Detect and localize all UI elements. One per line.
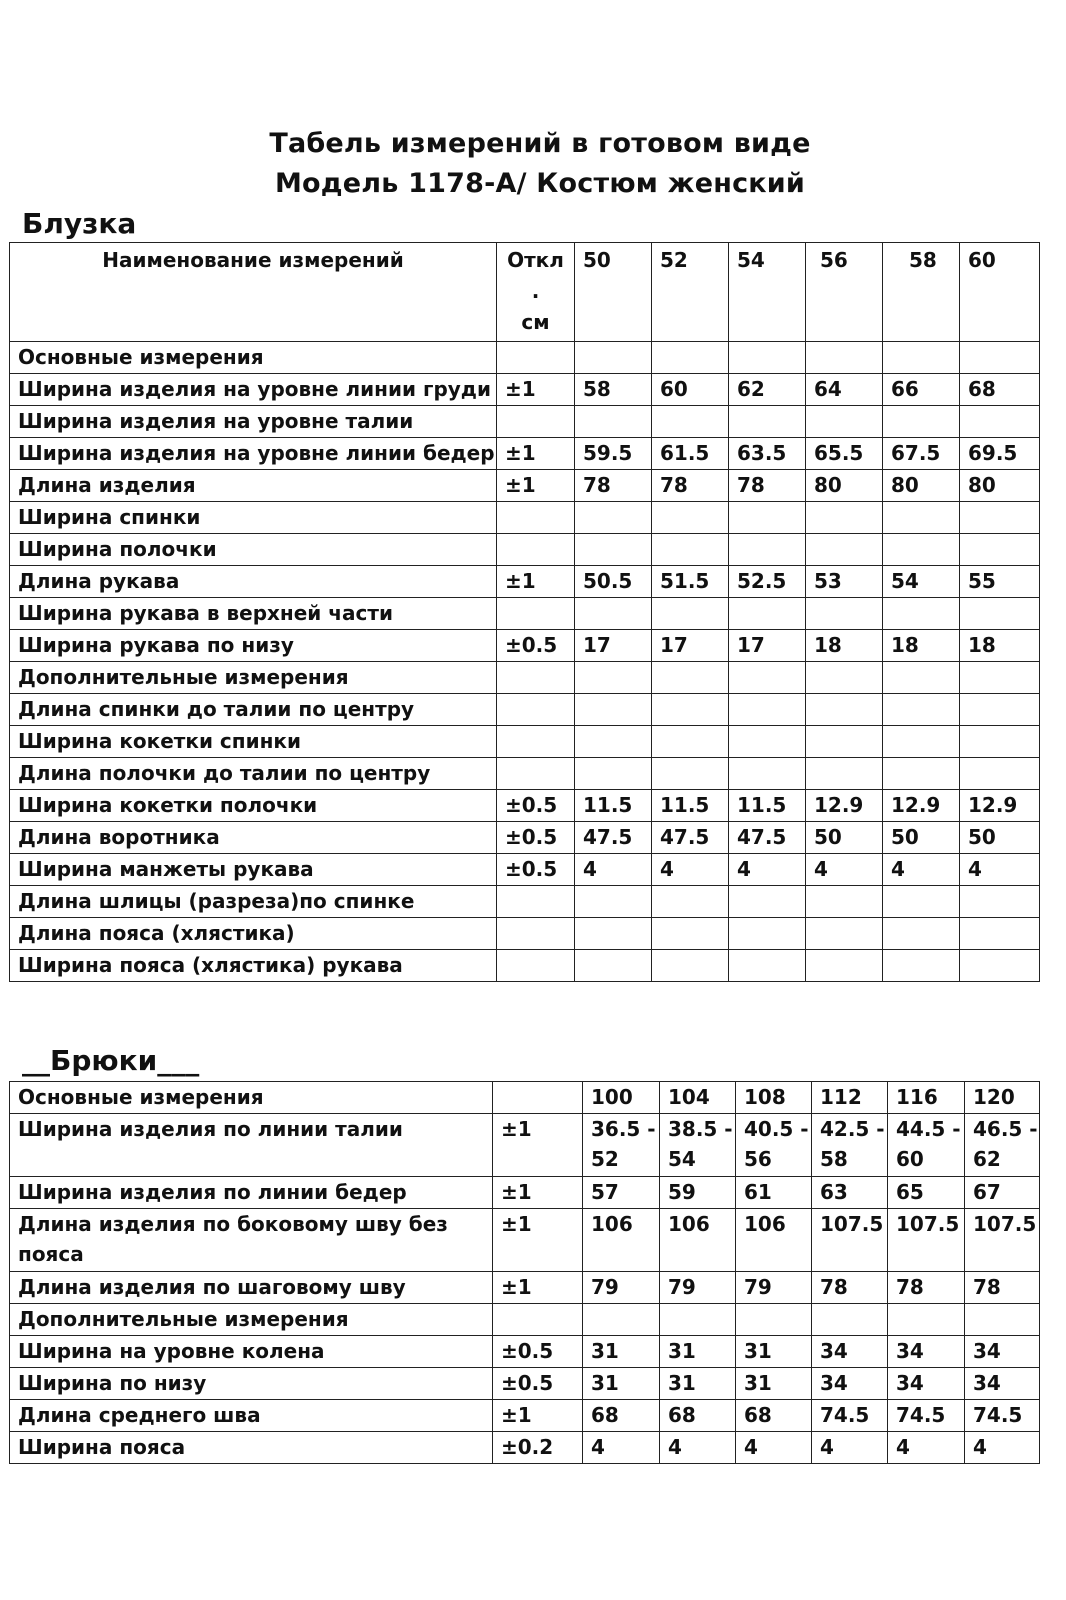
- value-cell: [883, 342, 960, 374]
- table-row: [10, 534, 1040, 566]
- value-cell: 38.5 -54: [660, 1114, 736, 1177]
- table-row: [10, 1177, 1040, 1209]
- tolerance-cell: ±1: [493, 1400, 583, 1432]
- value-cell: [652, 342, 729, 374]
- header-size: 54: [729, 243, 806, 342]
- value-cell: [960, 662, 1040, 694]
- value-cell: 52.5: [729, 566, 806, 598]
- value-cell: [729, 886, 806, 918]
- value-cell: [583, 1304, 660, 1336]
- table-row: [10, 1082, 1040, 1114]
- tolerance-cell: [497, 758, 575, 790]
- tolerance-cell: [497, 342, 575, 374]
- measurement-name: Ширина кокетки полочки: [10, 790, 497, 822]
- value-cell: 18: [806, 630, 883, 662]
- value-cell: 34: [888, 1336, 965, 1368]
- value-cell: [736, 1304, 812, 1336]
- measurement-name: Ширина рукава по низу: [10, 630, 497, 662]
- value-cell: [960, 918, 1040, 950]
- tolerance-cell: [497, 950, 575, 982]
- value-cell: [652, 950, 729, 982]
- tolerance-cell: ±0.5: [497, 790, 575, 822]
- table-row: [10, 918, 1040, 950]
- value-cell: [575, 758, 652, 790]
- value-cell: 74.5: [888, 1400, 965, 1432]
- value-cell: 74.5: [965, 1400, 1040, 1432]
- value-cell: 4: [660, 1432, 736, 1464]
- value-cell: 4: [652, 854, 729, 886]
- value-cell: 69.5: [960, 438, 1040, 470]
- value-cell: 65.5: [806, 438, 883, 470]
- tolerance-cell: [497, 598, 575, 630]
- header-tolerance-line2: .: [531, 279, 540, 303]
- value-cell: 67: [965, 1177, 1040, 1209]
- value-cell: 11.5: [652, 790, 729, 822]
- value-cell: 4: [736, 1432, 812, 1464]
- value-cell: 50: [883, 822, 960, 854]
- value-cell: 54: [883, 566, 960, 598]
- header-size: 52: [652, 243, 729, 342]
- value-cell: 68: [660, 1400, 736, 1432]
- header-tolerance: [497, 243, 575, 342]
- value-cell: [729, 406, 806, 438]
- value-cell: 60: [652, 374, 729, 406]
- measurement-name: Ширина рукава в верхней части: [10, 598, 497, 630]
- measurement-name: Длина изделия по боковому шву без пояса: [10, 1209, 493, 1272]
- value-cell: 78: [888, 1272, 965, 1304]
- value-cell: [883, 598, 960, 630]
- table-row: [10, 1336, 1040, 1368]
- measurement-name: Длина пояса (хлястика): [10, 918, 497, 950]
- table-row: [10, 822, 1040, 854]
- tolerance-cell: [497, 406, 575, 438]
- value-cell: [888, 1304, 965, 1336]
- value-cell: 31: [583, 1336, 660, 1368]
- value-cell: 116: [888, 1082, 965, 1114]
- value-cell: [960, 502, 1040, 534]
- value-cell: 79: [736, 1272, 812, 1304]
- value-cell: 107.5: [965, 1209, 1040, 1272]
- value-cell: [652, 918, 729, 950]
- value-cell: 18: [883, 630, 960, 662]
- value-cell: 34: [812, 1336, 888, 1368]
- document-title-line1: Табель измерений в готовом виде: [269, 128, 811, 159]
- value-cell: 65: [888, 1177, 965, 1209]
- table-row: [10, 1400, 1040, 1432]
- value-cell: 47.5: [575, 822, 652, 854]
- tolerance-cell: ±0.5: [493, 1368, 583, 1400]
- value-cell: 11.5: [575, 790, 652, 822]
- value-cell: [652, 406, 729, 438]
- table-row: [10, 950, 1040, 982]
- value-cell: [652, 758, 729, 790]
- value-cell: 18: [960, 630, 1040, 662]
- value-cell: [575, 406, 652, 438]
- value-cell: 50: [960, 822, 1040, 854]
- measurement-name: Ширина полочки: [10, 534, 497, 566]
- value-cell: 47.5: [652, 822, 729, 854]
- header-size: 56: [806, 243, 883, 342]
- table-row: [10, 886, 1040, 918]
- value-cell: [575, 694, 652, 726]
- value-cell: [883, 406, 960, 438]
- measurement-name: Ширина изделия по линии бедер: [10, 1177, 493, 1209]
- table-row: [10, 662, 1040, 694]
- measurement-name: Основные измерения: [10, 1082, 493, 1114]
- value-cell: 63: [812, 1177, 888, 1209]
- value-cell: [883, 662, 960, 694]
- value-cell: 17: [729, 630, 806, 662]
- blouse-header-row: [10, 243, 1040, 342]
- measurement-name: Длина рукава: [10, 566, 497, 598]
- value-cell: [729, 918, 806, 950]
- measurement-name: Длина изделия по шаговому шву: [10, 1272, 493, 1304]
- value-cell: 31: [660, 1368, 736, 1400]
- table-row: [10, 342, 1040, 374]
- value-cell: 120: [965, 1082, 1040, 1114]
- value-cell: [729, 502, 806, 534]
- value-cell: 46.5 -62: [965, 1114, 1040, 1177]
- tolerance-cell: ±0.2: [493, 1432, 583, 1464]
- value-cell: [806, 694, 883, 726]
- tolerance-cell: ±1: [493, 1114, 583, 1177]
- value-cell: 104: [660, 1082, 736, 1114]
- value-cell: 78: [729, 470, 806, 502]
- value-cell: 61.5: [652, 438, 729, 470]
- value-cell: [652, 598, 729, 630]
- value-cell: 80: [883, 470, 960, 502]
- value-cell: [652, 726, 729, 758]
- value-cell: 4: [583, 1432, 660, 1464]
- measurement-name: Ширина изделия на уровне талии: [10, 406, 497, 438]
- value-cell: [575, 950, 652, 982]
- value-cell: [960, 694, 1040, 726]
- value-cell: 67.5: [883, 438, 960, 470]
- value-cell: [660, 1304, 736, 1336]
- value-cell: 4: [575, 854, 652, 886]
- measurement-name: Ширина пояса (хлястика) рукава: [10, 950, 497, 982]
- tolerance-cell: [493, 1304, 583, 1336]
- value-cell: 31: [736, 1336, 812, 1368]
- measurement-name: Длина спинки до талии по центру: [10, 694, 497, 726]
- table-row: [10, 758, 1040, 790]
- value-cell: 34: [812, 1368, 888, 1400]
- value-cell: [729, 342, 806, 374]
- value-cell: [729, 534, 806, 566]
- value-cell: 17: [652, 630, 729, 662]
- value-cell: [883, 726, 960, 758]
- value-cell: [806, 342, 883, 374]
- value-cell: 36.5 -52: [583, 1114, 660, 1177]
- value-cell: [806, 758, 883, 790]
- tolerance-cell: ±1: [493, 1272, 583, 1304]
- tolerance-cell: ±1: [497, 374, 575, 406]
- table-row: [10, 726, 1040, 758]
- value-cell: [883, 918, 960, 950]
- value-cell: [806, 918, 883, 950]
- value-cell: 108: [736, 1082, 812, 1114]
- value-cell: 11.5: [729, 790, 806, 822]
- blouse-section-title: Блузка: [22, 207, 137, 240]
- tolerance-cell: ±0.5: [497, 822, 575, 854]
- value-cell: [960, 534, 1040, 566]
- value-cell: 31: [583, 1368, 660, 1400]
- value-cell: 17: [575, 630, 652, 662]
- value-cell: 79: [583, 1272, 660, 1304]
- tolerance-cell: ±1: [493, 1177, 583, 1209]
- tolerance-cell: [497, 726, 575, 758]
- value-cell: [883, 886, 960, 918]
- value-cell: [729, 598, 806, 630]
- value-cell: 78: [965, 1272, 1040, 1304]
- tolerance-cell: ±1: [497, 438, 575, 470]
- measurement-name: Ширина на уровне колена: [10, 1336, 493, 1368]
- value-cell: 4: [812, 1432, 888, 1464]
- value-cell: 12.9: [806, 790, 883, 822]
- measurement-name: Длина воротника: [10, 822, 497, 854]
- value-cell: [575, 534, 652, 566]
- value-cell: [812, 1304, 888, 1336]
- value-cell: [729, 758, 806, 790]
- tolerance-cell: ±1: [493, 1209, 583, 1272]
- value-cell: [652, 662, 729, 694]
- table-row: [10, 694, 1040, 726]
- pants-measurements-table: [9, 1081, 1040, 1464]
- document-title-line2: Модель 1178-А/ Костюм женский: [274, 168, 806, 199]
- value-cell: [575, 598, 652, 630]
- measurement-name: Ширина манжеты рукава: [10, 854, 497, 886]
- table-row: [10, 1432, 1040, 1464]
- value-cell: 47.5: [729, 822, 806, 854]
- value-cell: 79: [660, 1272, 736, 1304]
- tolerance-cell: ±0.5: [497, 630, 575, 662]
- value-cell: 51.5: [652, 566, 729, 598]
- value-cell: [729, 950, 806, 982]
- value-cell: 107.5: [888, 1209, 965, 1272]
- value-cell: 57: [583, 1177, 660, 1209]
- measurement-name: Ширина изделия на уровне линии груди: [10, 374, 497, 406]
- value-cell: [806, 950, 883, 982]
- table-row: [10, 854, 1040, 886]
- value-cell: 59: [660, 1177, 736, 1209]
- value-cell: 4: [960, 854, 1040, 886]
- value-cell: 4: [883, 854, 960, 886]
- value-cell: 50: [806, 822, 883, 854]
- value-cell: [883, 534, 960, 566]
- tolerance-cell: [497, 502, 575, 534]
- value-cell: [960, 342, 1040, 374]
- value-cell: 44.5 -60: [888, 1114, 965, 1177]
- table-row: [10, 502, 1040, 534]
- value-cell: 66: [883, 374, 960, 406]
- value-cell: 80: [806, 470, 883, 502]
- value-cell: 53: [806, 566, 883, 598]
- value-cell: [960, 726, 1040, 758]
- value-cell: 74.5: [812, 1400, 888, 1432]
- table-row: [10, 374, 1040, 406]
- value-cell: [965, 1304, 1040, 1336]
- value-cell: [729, 726, 806, 758]
- table-row: [10, 630, 1040, 662]
- table-row: [10, 406, 1040, 438]
- measurement-name: Ширина кокетки спинки: [10, 726, 497, 758]
- measurement-name: Ширина спинки: [10, 502, 497, 534]
- table-row: [10, 790, 1040, 822]
- value-cell: 34: [965, 1336, 1040, 1368]
- value-cell: 62: [729, 374, 806, 406]
- value-cell: 12.9: [883, 790, 960, 822]
- measurement-name: Длина изделия: [10, 470, 497, 502]
- value-cell: 58: [575, 374, 652, 406]
- value-cell: [652, 886, 729, 918]
- value-cell: 68: [736, 1400, 812, 1432]
- value-cell: 34: [965, 1368, 1040, 1400]
- measurement-name: Дополнительные измерения: [10, 1304, 493, 1336]
- value-cell: 107.5: [812, 1209, 888, 1272]
- pants-section-title: __Брюки___: [22, 1044, 200, 1077]
- value-cell: 4: [806, 854, 883, 886]
- value-cell: [960, 950, 1040, 982]
- value-cell: [883, 950, 960, 982]
- value-cell: [960, 758, 1040, 790]
- value-cell: 50.5: [575, 566, 652, 598]
- value-cell: [960, 886, 1040, 918]
- table-row: [10, 1304, 1040, 1336]
- tolerance-cell: [493, 1082, 583, 1114]
- value-cell: [960, 598, 1040, 630]
- value-cell: 106: [736, 1209, 812, 1272]
- table-row: [10, 1368, 1040, 1400]
- value-cell: 40.5 -56: [736, 1114, 812, 1177]
- header-measurement-name: Наименование измерений: [10, 243, 497, 342]
- value-cell: [575, 886, 652, 918]
- value-cell: [575, 502, 652, 534]
- measurement-name: Длина шлицы (разреза)по спинке: [10, 886, 497, 918]
- tolerance-cell: [497, 694, 575, 726]
- table-row: [10, 1114, 1040, 1177]
- value-cell: [652, 534, 729, 566]
- table-row: [10, 566, 1040, 598]
- table-row: [10, 598, 1040, 630]
- table-row: [10, 1209, 1040, 1272]
- value-cell: 55: [960, 566, 1040, 598]
- measurement-name: Длина полочки до талии по центру: [10, 758, 497, 790]
- tolerance-cell: ±1: [497, 470, 575, 502]
- tolerance-cell: [497, 534, 575, 566]
- value-cell: [806, 502, 883, 534]
- value-cell: 31: [660, 1336, 736, 1368]
- value-cell: 42.5 -58: [812, 1114, 888, 1177]
- value-cell: 78: [652, 470, 729, 502]
- measurement-name: Длина среднего шва: [10, 1400, 493, 1432]
- tolerance-cell: ±1: [497, 566, 575, 598]
- measurement-name: Ширина изделия на уровне линии бедер: [10, 438, 497, 470]
- value-cell: 100: [583, 1082, 660, 1114]
- value-cell: 68: [583, 1400, 660, 1432]
- value-cell: 34: [888, 1368, 965, 1400]
- measurement-name: Ширина пояса: [10, 1432, 493, 1464]
- measurement-name: Дополнительные измерения: [10, 662, 497, 694]
- value-cell: 80: [960, 470, 1040, 502]
- value-cell: 4: [965, 1432, 1040, 1464]
- value-cell: 31: [736, 1368, 812, 1400]
- value-cell: 68: [960, 374, 1040, 406]
- value-cell: 106: [660, 1209, 736, 1272]
- tolerance-cell: [497, 662, 575, 694]
- value-cell: [575, 342, 652, 374]
- value-cell: 106: [583, 1209, 660, 1272]
- value-cell: [652, 694, 729, 726]
- tolerance-cell: ±0.5: [493, 1336, 583, 1368]
- header-size: 58: [883, 243, 960, 342]
- header-size: 60: [960, 243, 1040, 342]
- value-cell: [883, 694, 960, 726]
- blouse-measurements-table: [9, 242, 1040, 982]
- value-cell: [883, 502, 960, 534]
- value-cell: [883, 758, 960, 790]
- measurement-name: Ширина изделия по линии талии: [10, 1114, 493, 1177]
- measurement-name: Ширина по низу: [10, 1368, 493, 1400]
- value-cell: [806, 598, 883, 630]
- value-cell: [575, 918, 652, 950]
- tolerance-cell: [497, 886, 575, 918]
- value-cell: [806, 886, 883, 918]
- table-row: [10, 1272, 1040, 1304]
- value-cell: 4: [729, 854, 806, 886]
- value-cell: [575, 662, 652, 694]
- value-cell: 4: [888, 1432, 965, 1464]
- tolerance-cell: ±0.5: [497, 854, 575, 886]
- value-cell: [806, 406, 883, 438]
- value-cell: [806, 662, 883, 694]
- value-cell: [652, 502, 729, 534]
- value-cell: 63.5: [729, 438, 806, 470]
- header-tolerance-line1: Откл: [507, 248, 564, 272]
- value-cell: 78: [812, 1272, 888, 1304]
- value-cell: 12.9: [960, 790, 1040, 822]
- value-cell: 112: [812, 1082, 888, 1114]
- value-cell: [806, 534, 883, 566]
- value-cell: 78: [575, 470, 652, 502]
- value-cell: [960, 406, 1040, 438]
- value-cell: [729, 662, 806, 694]
- measurement-name: Основные измерения: [10, 342, 497, 374]
- value-cell: [575, 726, 652, 758]
- header-size: 50: [575, 243, 652, 342]
- tolerance-cell: [497, 918, 575, 950]
- value-cell: 64: [806, 374, 883, 406]
- table-row: [10, 470, 1040, 502]
- value-cell: 59.5: [575, 438, 652, 470]
- value-cell: [729, 694, 806, 726]
- header-tolerance-line3: см: [521, 310, 550, 334]
- value-cell: [806, 726, 883, 758]
- value-cell: 61: [736, 1177, 812, 1209]
- table-row: [10, 438, 1040, 470]
